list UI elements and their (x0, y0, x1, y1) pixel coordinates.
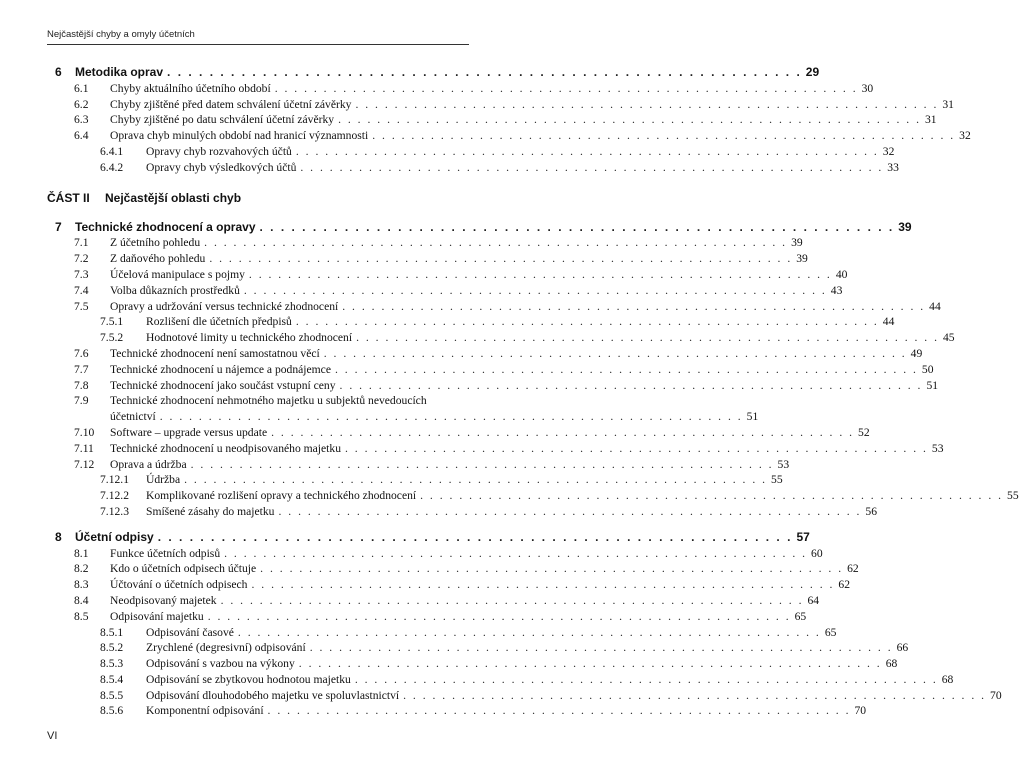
entry-title: Komplikované rozlišení opravy a technického zhodnocení (146, 489, 417, 503)
leader-dots: . . . . . . . . . . . . . . . . . . . . . . . . . . . . . . . . . . . . . . . . . . . . . . . . . . . . . . . . . . . . (420, 489, 1004, 503)
entry-number: 7.5.2 (100, 331, 124, 345)
page-number: 31 (925, 113, 937, 127)
entry-number: 7.12 (74, 457, 95, 471)
leader-dots: . . . . . . . . . . . . . . . . . . . . . . . . . . . . . . . . . . . . . . . . . . . . . . . . . . . . . . . . . . . . (190, 457, 774, 471)
toc-entry[interactable] (47, 546, 823, 562)
page-number: 65 (824, 625, 837, 639)
leader-dots: . . . . . . . . . . . . . . . . . . . . . . . . . . . . . . . . . . . . . . . . . . . . . . . . . . . . . . . . . . . . (248, 267, 832, 281)
entry-number: 7.12.3 (100, 504, 129, 518)
toc-chapter-7[interactable] (47, 219, 912, 236)
entry-number: 8.3 (74, 578, 89, 592)
entry-number: 7.7 (74, 362, 89, 376)
part-heading (47, 188, 459, 208)
entry-number: 7.2 (74, 252, 89, 266)
toc-subentry[interactable] (47, 488, 1019, 504)
leader-dots: . . . . . . . . . . . . . . . . . . . . . . . . . . . . . . . . . . . . . . . . . . . . . . . . . . . . . . . . . . . . (278, 504, 862, 518)
page-number: 39 (791, 236, 803, 250)
toc-entry[interactable] (47, 577, 850, 593)
toc-entry[interactable] (47, 235, 803, 251)
entry-number: 7.12.1 (100, 473, 129, 487)
leader-dots: . . . . . . . . . . . . . . . . . . . . . . . . . . . . . . . . . . . . . . . . . . . . . . . . . . . . . . . . . . . . (372, 129, 956, 143)
entry-title: Komponentní odpisování (146, 704, 264, 718)
toc-entry[interactable] (47, 457, 790, 473)
entry-title: Funkce účetních odpisů (110, 546, 221, 560)
toc-entry[interactable] (47, 112, 937, 128)
page-number: 51 (926, 378, 939, 392)
toc-entry[interactable] (47, 609, 807, 625)
entry-number: 8.5 (74, 609, 89, 623)
leader-dots: . . . . . . . . . . . . . . . . . . . . . . . . . . . . . . . . . . . . . . . . . . . . . . . . . . . . . . . . . . . . (260, 562, 844, 576)
entry-number: 8.5.1 (100, 625, 124, 639)
entry-title: Neodpisovaný majetek (110, 593, 217, 607)
entry-number: 8.1 (74, 546, 89, 560)
entry-title: Opravy chyb rozvahových účtů (146, 144, 292, 158)
entry-number: 8.4 (74, 593, 89, 607)
chapter-title: Technické zhodnocení a opravy (75, 219, 256, 234)
leader-dots: . . . . . . . . . . . . . . . . . . . . . . . . . . . . . . . . . . . . . . . . . . . . . . . . . . . . . . . . . . . . (274, 81, 858, 95)
toc-entry[interactable] (47, 393, 459, 409)
entry-title: Smíšené zásahy do majetku (146, 504, 275, 518)
entry-number: 6.4.2 (100, 160, 124, 174)
entry-title: Technické zhodnocení u neodpisovaného majetku (110, 441, 341, 455)
page-number: 39 (898, 219, 912, 234)
leader-dots: . . . . . . . . . . . . . . . . . . . . . . . . . . . . . . . . . . . . . . . . . . . . . . . . . . . . . . . . . . . . (159, 410, 743, 424)
entry-title: Odpisování dlouhodobého majetku ve spoluvlastnictví (146, 688, 400, 702)
entry-number: 7.6 (74, 346, 89, 360)
page-number: 60 (811, 546, 823, 560)
leader-dots: . . . . . . . . . . . . . . . . . . . . . . . . . . . . . . . . . . . . . . . . . . . . . . . . . . . . . . . . . . . . (243, 283, 827, 297)
entry-number: 7.11 (74, 441, 94, 455)
page-folio: VI (47, 730, 58, 742)
leader-dots: . . . . . . . . . . . . . . . . . . . . . . . . . . . . . . . . . . . . . . . . . . . . . . . . . . . . . . . . . . . . (207, 609, 791, 623)
toc-chapter-6[interactable] (47, 65, 820, 81)
page-number: 55 (1007, 489, 1019, 503)
entry-title: Účelová manipulace s pojmy (110, 267, 245, 281)
leader-dots: . . . . . . . . . . . . . . . . . . . . . . . . . . . . . . . . . . . . . . . . . . . . . . . . . . . . . . . . . . . . (354, 672, 938, 686)
page-number: 43 (830, 283, 843, 297)
page-number: 30 (861, 81, 874, 95)
entry-title: Opravy a udržování versus technické zhodnocení (110, 299, 339, 313)
leader-dots: . . . . . . . . . . . . . . . . . . . . . . . . . . . . . . . . . . . . . . . . . . . . . . . . . . . . . . . . . . . . (220, 593, 804, 607)
toc-subentry[interactable] (47, 144, 895, 160)
toc-subentry[interactable] (47, 504, 877, 520)
page-number: 62 (847, 562, 859, 576)
entry-number: 7.4 (74, 283, 89, 297)
leader-dots: . . . . . . . . . . . . . . . . . . . . . . . . . . . . . . . . . . . . . . . . . . . . . . . . . . . . . . . . . . . . (355, 97, 939, 111)
page-number: 68 (885, 657, 898, 671)
entry-number: 6.3 (74, 113, 89, 127)
toc-entry-continuation[interactable] (47, 409, 759, 425)
entry-title: Odpisování s vazbou na výkony (146, 657, 295, 671)
entry-title: Technické zhodnocení jako součást vstupní ceny (110, 378, 336, 392)
leader-dots: . . . . . . . . . . . . . . . . . . . . . . . . . . . . . . . . . . . . . . . . . . . . . . . . . . . . . . . . . . . . (334, 362, 918, 376)
page-number: 29 (805, 65, 820, 79)
toc-entry[interactable] (47, 267, 848, 283)
toc-entry[interactable] (47, 283, 843, 299)
entry-number: 8.5.6 (100, 704, 124, 718)
page-number: 51 (746, 410, 759, 424)
page-number: 45 (942, 331, 955, 345)
entry-title: Chyby aktuálního účetního období (110, 81, 271, 95)
part-label: ČÁST II (47, 190, 90, 205)
page-number: 62 (838, 578, 850, 592)
page-number: 53 (931, 441, 944, 455)
chapter-number: 8 (55, 529, 62, 544)
chapter-number: 6 (55, 65, 62, 79)
toc-entry[interactable] (47, 362, 934, 378)
part-title: Nejčastější oblasti chyb (105, 190, 242, 205)
entry-title: Chyby zjištěné před datem schválení účetní závěrky (110, 97, 352, 111)
entry-title: Oprava chyb minulých období nad hranicí významnosti (110, 129, 369, 143)
toc-subentry[interactable] (47, 330, 955, 346)
entry-title: Odpisování časové (146, 625, 234, 639)
entry-title: Rozlišení dle účetních předpisů (146, 315, 292, 329)
page-number: 70 (990, 688, 1002, 702)
toc-entry[interactable] (47, 561, 859, 577)
leader-dots: . . . . . . . . . . . . . . . . . . . . . . . . . . . . . . . . . . . . . . . . . . . . . . . . . . . . . . . . . . . . (204, 236, 788, 250)
leader-dots: . . . . . . . . . . . . . . . . . . . . . . . . . . . . . . . . . . . . . . . . . . . . . . . . . . . . . . . . . . . . (295, 315, 879, 329)
leader-dots: . . . . . . . . . . . . . . . . . . . . . . . . . . . . . . . . . . . . . . . . . . . . . . . . . . . . . . . . . . . . (339, 378, 923, 392)
toc-entry[interactable] (47, 299, 941, 315)
leader-dots: . . . . . . . . . . . . . . . . . . . . . . . . . . . . . . . . . . . . . . . . . . . . . . . . . . . . . . . . . . . . (300, 160, 884, 174)
page-number: 55 (771, 473, 783, 487)
page-number: 39 (796, 252, 808, 266)
entry-number: 8.5.4 (100, 672, 124, 686)
toc-entry[interactable] (47, 425, 870, 441)
toc-subentry[interactable] (47, 656, 898, 672)
entry-number: 7.9 (74, 394, 89, 408)
entry-title: Chyby zjištěné po datu schválení účetní závěrky (110, 113, 335, 127)
leader-dots: . . . . . . . . . . . . . . . . . . . . . . . . . . . . . . . . . . . . . . . . . . . . . . . . . . . . . . . . . . . . (342, 299, 926, 313)
table-of-contents (47, 65, 1019, 719)
page-number: 65 (794, 609, 807, 623)
toc-subentry[interactable] (47, 625, 837, 641)
entry-title: Technické zhodnocení nehmotného majetku u subjektů nevedoucích (110, 394, 427, 408)
entry-title: Hodnotové limity u technického zhodnocení (146, 331, 353, 345)
page-number: 56 (865, 504, 877, 518)
page-number: 33 (887, 160, 899, 174)
toc-entry[interactable] (47, 441, 944, 457)
toc-entry[interactable] (47, 593, 820, 609)
entry-title: Opravy chyb výsledkových účtů (146, 160, 297, 174)
entry-title: Technické zhodnocení u nájemce a podnájemce (110, 362, 331, 376)
entry-title: Účtování o účetních odpisech (110, 578, 248, 592)
entry-number: 6.4.1 (100, 144, 124, 158)
leader-dots: . . . . . . . . . . . . . . . . . . . . . . . . . . . . . . . . . . . . . . . . . . . . . . . . . . . . . . . . . . . . (323, 346, 907, 360)
leader-dots: . . . . . . . . . . . . . . . . . . . . . . . . . . . . . . . . . . . . . . . . . . . . . . . . . . . . . . . . . . . . (267, 704, 851, 718)
toc-entry[interactable] (47, 378, 939, 394)
entry-number: 7.12.2 (100, 489, 129, 503)
leader-dots: . . . . . . . . . . . . . . . . . . . . . . . . . . . . . . . . . . . . . . . . . . . . . . . . . . . . . . . . . . . . (251, 578, 835, 592)
leader-dots: . . . . . . . . . . . . . . . . . . . . . . . . . . . . . . . . . . . . . . . . . . . . . . . . . . . . . . . . . . . . (271, 425, 855, 439)
leader-dots: . . . . . . . . . . . . . . . . . . . . . . . . . . . . . . . . . . . . . . . . . . . . . . . . . . . . . . . . . . . . (338, 113, 921, 127)
toc-subentry[interactable] (47, 688, 1002, 704)
leader-dots: . . . . . . . . . . . . . . . . . . . . . . . . . . . . . . . . . . . . . . . . . . . . . . . . . . . . . . . . . . . . (209, 252, 793, 266)
leader-dots: . . . . . . . . . . . . . . . . . . . . . . . . . . . . . . . . . . . . . . . . . . . . . . . . . . . . . . . . . . . . (298, 657, 882, 671)
chapter-number: 7 (55, 219, 62, 234)
entry-title: Zrychlené (degresivní) odpisování (146, 641, 306, 655)
toc-subentry[interactable] (47, 672, 954, 688)
page-number: 64 (807, 593, 820, 607)
entry-title: Odpisování se zbytkovou hodnotou majetku (146, 672, 351, 686)
entry-title: Oprava a údržba (110, 457, 187, 471)
toc-subentry[interactable] (47, 314, 895, 330)
leader-dots: . . . . . . . . . . . . . . . . . . . . . . . . . . . . . . . . . . . . . . . . . . . . . . . . . . . . . . . . . . . . (224, 546, 808, 560)
entry-number: 7.5 (74, 299, 89, 313)
page-number: 32 (882, 144, 895, 158)
entry-number: 7.5.1 (100, 315, 124, 329)
entry-number: 6.2 (74, 97, 89, 111)
entry-title: Volba důkazních prostředků (110, 283, 240, 297)
entry-number: 8.2 (74, 562, 89, 576)
entry-title: Kdo o účetních odpisech účtuje (110, 562, 257, 576)
entry-number: 6.4 (74, 129, 89, 143)
entry-number: 8.5.2 (100, 641, 124, 655)
entry-title: Z daňového pohledu (110, 252, 206, 266)
toc-subentry[interactable] (47, 472, 783, 488)
leader-dots: . . . . . . . . . . . . . . . . . . . . . . . . . . . . . . . . . . . . . . . . . . . . . . . . . . . . . . . . . . . . (184, 473, 768, 487)
entry-number: 7.3 (74, 267, 89, 281)
entry-number: 8.5.5 (100, 688, 124, 702)
entry-title: Odpisování majetku (110, 609, 204, 623)
entry-number: 6.1 (74, 81, 89, 95)
entry-number: 8.5.3 (100, 657, 124, 671)
page-number: 70 (854, 704, 867, 718)
page-number: 53 (777, 457, 790, 471)
running-header: Nejčastější chyby a omyly účetních (47, 29, 469, 45)
leader-dots: . . . . . . . . . . . . . . . . . . . . . . . . . . . . . . . . . . . . . . . . . . . . . . . . . . . . . . . . . . . . (295, 144, 879, 158)
chapter-title: Metodika oprav (75, 65, 164, 79)
toc-subentry[interactable] (47, 640, 909, 656)
page-number: 44 (882, 315, 895, 329)
toc-entry[interactable] (47, 97, 954, 113)
toc-entry[interactable] (47, 81, 874, 97)
toc-entry[interactable] (47, 346, 923, 362)
leader-dots: . . . . . . . . . . . . . . . . . . . . . . . . . . . . . . . . . . . . . . . . . . . . . . . . . . . . . . . . . . . . (356, 331, 939, 345)
toc-entry[interactable] (47, 251, 808, 267)
page-number: 50 (921, 362, 934, 376)
page-number: 57 (796, 529, 810, 544)
leader-dots: . . . . . . . . . . . . . . . . . . . . . . . . . . . . . . . . . . . . . . . . . . . . . . . . . . . . . . . . . . . . (309, 641, 893, 655)
leader-dots: . . . . . . . . . . . . . . . . . . . . . . . . . . . . . . . . . . . . . . . . . . . . . . . . . . . . . . . . . . . . (167, 65, 802, 79)
entry-number: 7.8 (74, 378, 89, 392)
entry-number: 7.10 (74, 425, 95, 439)
chapter-title: Účetní odpisy (75, 529, 154, 544)
leader-dots: . . . . . . . . . . . . . . . . . . . . . . . . . . . . . . . . . . . . . . . . . . . . . . . . . . . . . . . . . . . . (345, 441, 928, 455)
entry-title-continued: účetnictví (110, 410, 156, 424)
entry-title: Z účetního pohledu (110, 236, 201, 250)
leader-dots: . . . . . . . . . . . . . . . . . . . . . . . . . . . . . . . . . . . . . . . . . . . . . . . . . . . . . . . . . . . . (403, 688, 987, 702)
entry-title: Údržba (146, 473, 181, 487)
page-number: 68 (941, 672, 954, 686)
entry-title: Software – upgrade versus update (110, 425, 268, 439)
page-number: 52 (858, 425, 870, 439)
leader-dots: . . . . . . . . . . . . . . . . . . . . . . . . . . . . . . . . . . . . . . . . . . . . . . . . . . . . . . . . . . . . (157, 529, 793, 544)
page-number: 40 (835, 267, 848, 281)
page-number: 49 (910, 346, 923, 360)
leader-dots: . . . . . . . . . . . . . . . . . . . . . . . . . . . . . . . . . . . . . . . . . . . . . . . . . . . . . . . . . . . . (237, 625, 821, 639)
page-number: 31 (942, 97, 954, 111)
entry-number: 7.1 (74, 236, 89, 250)
toc-entry[interactable] (47, 128, 971, 144)
page-number: 66 (896, 641, 909, 655)
toc-chapter-8[interactable] (47, 529, 810, 546)
entry-title: Technické zhodnocení není samostatnou věcí (110, 346, 320, 360)
page-number: 44 (929, 299, 941, 313)
toc-subentry[interactable] (47, 703, 867, 719)
leader-dots: . . . . . . . . . . . . . . . . . . . . . . . . . . . . . . . . . . . . . . . . . . . . . . . . . . . . . . . . . . . . (259, 219, 895, 234)
toc-subentry[interactable] (47, 160, 899, 176)
page-number: 32 (959, 129, 971, 143)
